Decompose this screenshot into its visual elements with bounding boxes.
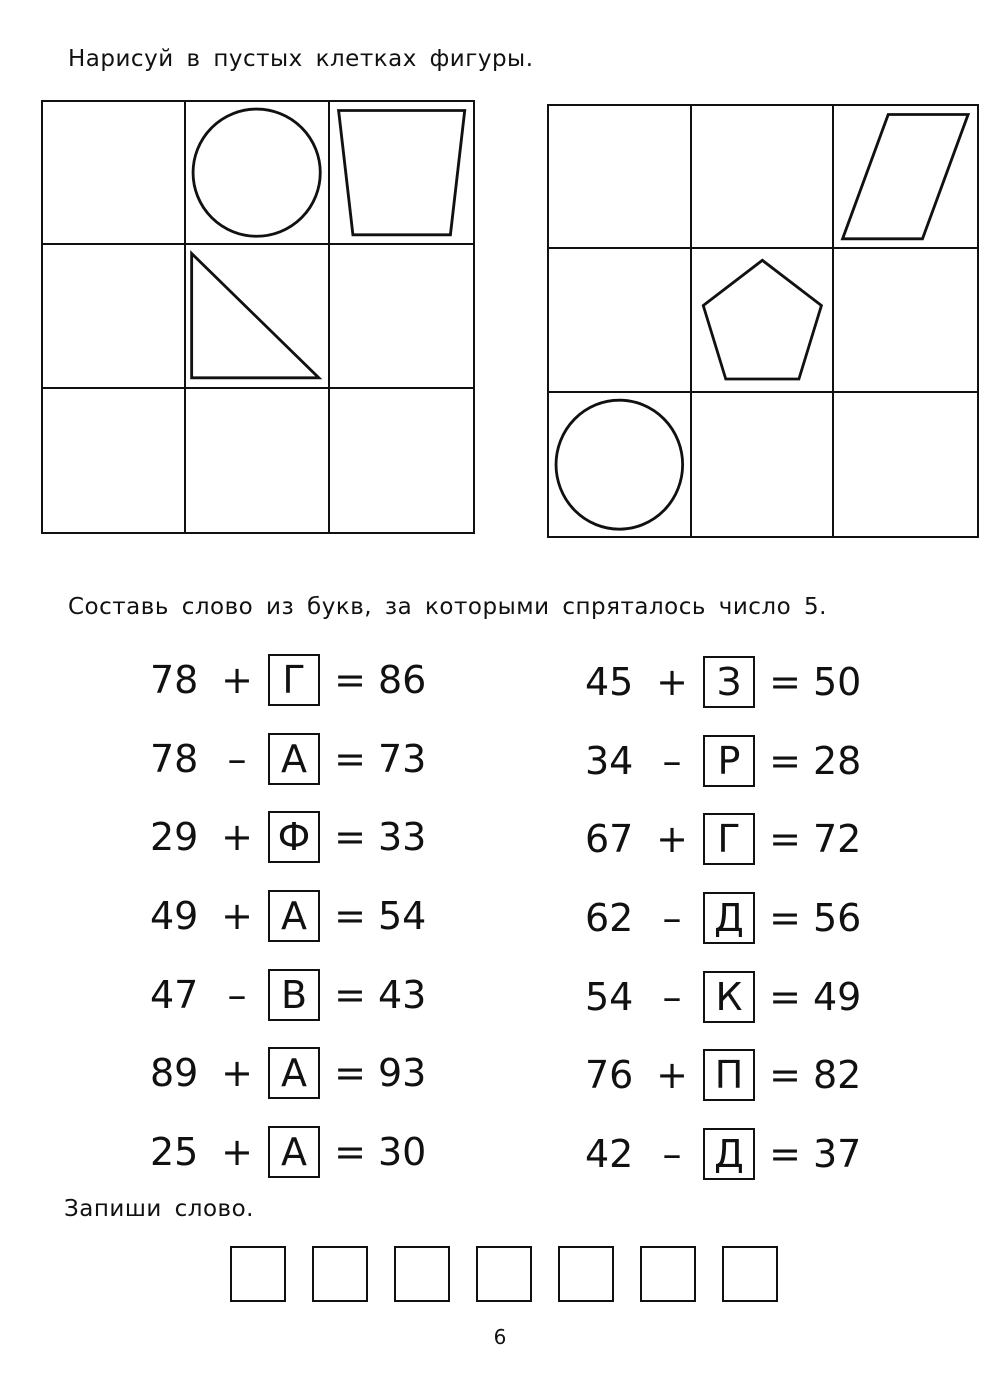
equals-sign: = [769, 896, 801, 941]
grid-cell-empty [692, 106, 835, 249]
operator: – [662, 1132, 682, 1177]
result: 37 [813, 1132, 862, 1177]
equation-row [585, 1124, 877, 1184]
operator: + [221, 894, 253, 939]
operand: 25 [150, 1130, 199, 1175]
equation-row [150, 807, 442, 867]
operand: 34 [585, 738, 634, 783]
equation-row [150, 729, 442, 789]
answer-letter-box[interactable] [312, 1246, 368, 1302]
equals-sign: = [334, 815, 366, 860]
result: 56 [813, 896, 862, 941]
operator: – [662, 896, 682, 941]
operator: + [221, 1130, 253, 1175]
result: 30 [378, 1130, 427, 1175]
page-number: 6 [493, 1325, 507, 1349]
grid-cell-empty [692, 393, 835, 536]
answer-boxes [230, 1246, 778, 1302]
equals-sign: = [334, 972, 366, 1017]
answer-letter-box[interactable] [476, 1246, 532, 1302]
operand: 29 [150, 815, 199, 860]
circle-shape [549, 393, 690, 536]
answer-letter-box[interactable] [230, 1246, 286, 1302]
letter-box: З [703, 656, 755, 708]
equals-sign: = [334, 658, 366, 702]
equation-row [150, 1122, 442, 1182]
equation-row [150, 965, 442, 1025]
equals-sign: = [334, 1130, 366, 1175]
operator: + [221, 1051, 253, 1096]
grid-cell-circle [186, 102, 329, 245]
equals-sign: = [769, 1053, 801, 1098]
operand: 78 [150, 736, 199, 781]
equals-sign: = [334, 1051, 366, 1096]
result: 72 [813, 817, 862, 862]
grid-cell-empty [43, 102, 186, 245]
grid-cell-empty [330, 389, 473, 532]
grid-cell-pentagon [692, 249, 835, 392]
operator: + [656, 660, 688, 704]
letter-box: П [703, 1049, 755, 1101]
operand: 62 [585, 896, 634, 941]
result: 82 [813, 1053, 862, 1098]
letter-box: А [268, 890, 320, 942]
operator: – [227, 736, 247, 781]
answer-letter-box[interactable] [558, 1246, 614, 1302]
result: 28 [813, 738, 862, 783]
operand: 42 [585, 1132, 634, 1177]
equation-row [150, 886, 442, 946]
result: 33 [378, 815, 427, 860]
shape-grid-right [547, 104, 979, 538]
grid-cell-right-triangle [186, 245, 329, 388]
operand: 67 [585, 817, 634, 862]
equations-left-column [150, 650, 442, 1201]
answer-letter-box[interactable] [640, 1246, 696, 1302]
equals-sign: = [334, 736, 366, 781]
answer-letter-box[interactable] [722, 1246, 778, 1302]
result: 49 [813, 974, 862, 1019]
equation-row [585, 1045, 877, 1105]
grid-cell-trapezoid [330, 102, 473, 245]
operand: 78 [150, 658, 199, 702]
right-triangle-shape [186, 245, 327, 386]
operator: + [221, 815, 253, 860]
result: 50 [813, 660, 862, 704]
equation-row [585, 731, 877, 791]
instruction-write-word: Запиши слово. [64, 1196, 254, 1222]
equals-sign: = [769, 660, 801, 704]
grid-cell-parallelogram [834, 106, 977, 249]
operator: + [221, 658, 253, 702]
equations-right-column [585, 652, 877, 1203]
operator: – [662, 974, 682, 1019]
operand: 54 [585, 974, 634, 1019]
operand: 76 [585, 1053, 634, 1098]
grid-cell-circle [549, 393, 692, 536]
operand: 49 [150, 894, 199, 939]
result: 73 [378, 736, 427, 781]
operand: 47 [150, 972, 199, 1017]
answer-letter-box[interactable] [394, 1246, 450, 1302]
equals-sign: = [334, 894, 366, 939]
letter-box: А [268, 1047, 320, 1099]
equals-sign: = [769, 738, 801, 783]
letter-box: Ф [268, 811, 320, 863]
operator: – [662, 738, 682, 783]
grid-cell-empty [549, 106, 692, 249]
result: 86 [378, 658, 427, 702]
letter-box: Г [268, 654, 320, 706]
result: 93 [378, 1051, 427, 1096]
operator: + [656, 817, 688, 862]
operator: + [656, 1053, 688, 1098]
equals-sign: = [769, 974, 801, 1019]
letter-box: В [268, 969, 320, 1021]
circle-shape [186, 102, 327, 243]
grid-cell-empty [43, 245, 186, 388]
equation-row [585, 652, 877, 712]
equation-row [585, 967, 877, 1027]
grid-cell-empty [834, 249, 977, 392]
equation-row [150, 1043, 442, 1103]
result: 54 [378, 894, 427, 939]
letter-box: Д [703, 892, 755, 944]
equation-row [150, 650, 442, 710]
operand: 89 [150, 1051, 199, 1096]
equals-sign: = [769, 1132, 801, 1177]
grid-cell-empty [330, 245, 473, 388]
equation-row [585, 888, 877, 948]
grid-cell-empty [43, 389, 186, 532]
instruction-compose-word: Составь слово из букв, за которыми спряталось число 5. [68, 594, 827, 620]
letter-box: Г [703, 813, 755, 865]
shape-grid-left [41, 100, 475, 534]
operator: – [227, 972, 247, 1017]
pentagon-shape [692, 249, 833, 390]
letter-box: А [268, 733, 320, 785]
letter-box: Р [703, 735, 755, 787]
instruction-draw-shapes: Нарисуй в пустых клетках фигуры. [68, 46, 534, 72]
equals-sign: = [769, 817, 801, 862]
result: 43 [378, 972, 427, 1017]
letter-box: А [268, 1126, 320, 1178]
letter-box: Д [703, 1128, 755, 1180]
parallelogram-shape [834, 106, 977, 247]
grid-cell-empty [186, 389, 329, 532]
operand: 45 [585, 660, 634, 704]
letter-box: К [703, 971, 755, 1023]
trapezoid-shape [330, 102, 473, 243]
equation-row [585, 809, 877, 869]
grid-cell-empty [834, 393, 977, 536]
grid-cell-empty [549, 249, 692, 392]
